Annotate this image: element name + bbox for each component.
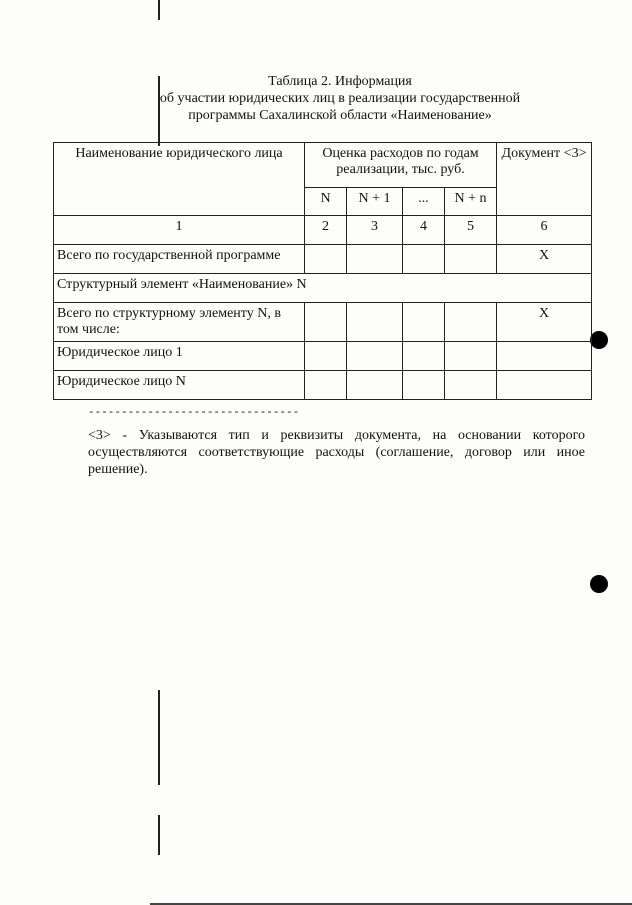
row-label: Юридическое лицо N (54, 371, 305, 400)
table-row (54, 274, 592, 303)
table-cell (347, 245, 403, 274)
footnote-separator: -------------------------------- (88, 407, 300, 419)
table-cell (445, 342, 497, 371)
title-line-3: программы Сахалинской области «Наименование» (188, 108, 492, 123)
header-estimate: Оценка расходов по годам реализации, тыс. руб. (305, 143, 497, 188)
title-line-2: об участии юридических лиц в реализации государственной (159, 91, 521, 106)
scan-artifact-line (158, 690, 160, 785)
column-number: 4 (403, 216, 445, 245)
table-numbers-row (54, 216, 592, 245)
table-cell (497, 342, 592, 371)
table-cell (347, 371, 403, 400)
table-title (130, 73, 550, 124)
column-number: 2 (305, 216, 347, 245)
table-cell (497, 371, 592, 400)
table-row (54, 245, 592, 274)
header-year: N + n (445, 188, 497, 216)
header-document: Документ <3> (497, 143, 592, 216)
scan-artifact-dot (590, 575, 608, 593)
column-number: 5 (445, 216, 497, 245)
table-cell (305, 303, 347, 342)
table-cell (347, 342, 403, 371)
table-cell (403, 245, 445, 274)
row-label: Всего по государственной программе (54, 245, 305, 274)
document-cell: X (497, 303, 592, 342)
table-cell (403, 342, 445, 371)
table-cell (403, 371, 445, 400)
table-cell (445, 371, 497, 400)
table-header-row (54, 143, 592, 188)
header-year: ... (403, 188, 445, 216)
title-line-1: Таблица 2. Информация (268, 74, 412, 89)
table-cell (305, 371, 347, 400)
header-year: N + 1 (347, 188, 403, 216)
footnote-text: <3> - Указываются тип и реквизиты документа, на основании которого осуществляются соответствующие расходы (соглашение, договор или иное решение). (88, 428, 585, 477)
table-row (54, 303, 592, 342)
column-number: 1 (54, 216, 305, 245)
scan-artifact-line (158, 0, 160, 20)
scan-artifact-dot (590, 331, 608, 349)
structural-element-label: Структурный элемент «Наименование» N (54, 274, 592, 303)
document-cell: X (497, 245, 592, 274)
table-row (54, 342, 592, 371)
table-cell (445, 245, 497, 274)
row-label: Юридическое лицо 1 (54, 342, 305, 371)
header-name: Наименование юридического лица (54, 143, 305, 216)
scan-artifact-line (158, 815, 160, 855)
table-cell (445, 303, 497, 342)
table-cell (347, 303, 403, 342)
column-number: 6 (497, 216, 592, 245)
header-year: N (305, 188, 347, 216)
row-label: Всего по структурному элементу N, в том числе: (54, 303, 305, 342)
table-cell (403, 303, 445, 342)
table-cell (305, 245, 347, 274)
column-number: 3 (347, 216, 403, 245)
table-row (54, 371, 592, 400)
table-cell (305, 342, 347, 371)
info-table (53, 142, 592, 400)
